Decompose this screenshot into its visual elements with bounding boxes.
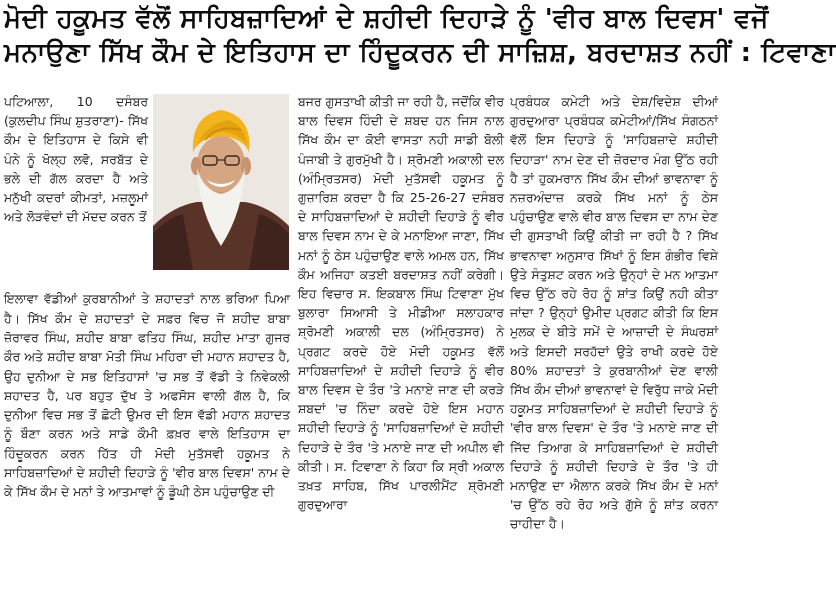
headline-line-2: ਮਨਾਉਣਾ ਸਿੱਖ ਕੌਮ ਦੇ ਇਤਿਹਾਸ ਦਾ ਹਿੰਦੂਕਰਨ ਦੀ ਸਾਜ਼ਿਸ਼, ਬਰਦਾਸ਼ਤ ਨਹੀਂ : ਟਿਵਾਣਾ	[4, 38, 836, 68]
article-text: ਪ੍ਰਬੰਧਕ ਕਮੇਟੀ ਅਤੇ ਦੇਸ਼/ਵਿਦੇਸ਼ ਦੀਆਂ ਗੁਰਦੁਆਰਾ ਪ੍ਰਬੰਧਕ ਕਮੇਟੀਆਂ/ਸਿੱਖ ਸੰਗਠਨਾਂ ਵੱਲੋਂ ਇਸ ਦਿਹਾੜੇ ਨੂੰ 'ਸਾਹਿਬਜ਼ਾਦੇ ਸ਼ਹੀਦੀ ਦਿਹਾੜਾ' ਨਾਮ ਦੇਣ ਦੀ ਜ਼ੋਰਦਾਰ ਮੰਗ ਉੱਠ ਰਹੀ ਹੈ ਤਾਂ ਹੁਕਮਰਾਨ ਸਿੱਖ ਕੌਮ ਦੀਆਂ ਭਾਵਨਾਵਾ ਨੂੰ ਨਜ਼ਰਅੰਦਾਜ਼ ਕਰਕੇ ਸਿੱਖ ਮਨਾਂ ਨੂੰ ਠੇਸ ਪਹੁੰਚਾਉਣ ਵਾਲੇ ਵੀਰ ਬਾਲ ਦਿਵਸ ਦਾ ਨਾਮ ਦੇਣ ਦੀ ਗੁਸਤਾਖੀ ਕਿਉਂ ਕੀਤੀ ਜਾ ਰਹੀ ਹੈ ? ਸਿੱਖ ਭਾਵਨਾਵਾ ਅਨੁਸਾਰ ਸਿੱਖਾਂ ਨੂੰ ਇਸ ਗੰਭੀਰ ਵਿਸ਼ੇ ਉਤੇ ਸੰਤੁਸ਼ਟ ਕਰਨ ਅਤੇ ਉਨ੍ਹਾਂ ਦੇ ਮਨ ਆਤਮਾ ਵਿਚ ਉੱਠ ਰਹੇ ਰੋਹ ਨੂੰ ਸ਼ਾਂਤ ਕਿਉਂ ਨਹੀ ਕੀਤਾ ਜਾਂਦਾ ? ਉਨ੍ਹਾਂ ਉਮੀਦ ਪ੍ਰਗਟ ਕੀਤੀ ਕਿ ਇਸ ਮੁਲਕ ਦੇ ਬੀਤੇ ਸਮੇਂ ਦੇ ਆਜ਼ਾਦੀ ਦੇ ਸੰਘਰਸ਼ਾਂ ਅਤੇ ਇਸਦੀ ਸਰਹੱਦਾਂ ਉਤੇ ਰਾਖੀ ਕਰਦੇ ਹੋਏ 80% ਸ਼ਹਾਦਤਾਂ ਤੇ ਕੁਰਬਾਨੀਆਂ ਦੇਣ ਵਾਲੀ ਸਿੱਖ ਕੌਮ ਦੀਆਂ ਭਾਵਨਾਵਾਂ ਦੇ ਵਿਰੁੱਧ ਜਾਕੇ ਮੋਦੀ ਹਕੂਮਤ ਸਾਹਿਬਜ਼ਾਦਿਆਂ ਦੇ ਸ਼ਹੀਦੀ ਦਿਹਾੜੇ ਨੂੰ 'ਵੀਰ ਬਾਲ ਦਿਵਸ' ਦੇ ਤੌਰ 'ਤੇ ਮਨਾਏ ਜਾਣ ਦੀ ਜਿੱਦ ਤਿਆਗ ਕੇ ਸਾਹਿਬਜ਼ਾਦਿਆਂ ਦੇ ਸ਼ਹੀਦੀ ਦਿਹਾੜੇ ਨੂੰ ਸ਼ਹੀਦੀ ਦਿਹਾੜੇ ਦੇ ਤੌਰ 'ਤੇ ਹੀ ਮਨਾਉਣ ਦਾ ਐਲਾਨ ਕਰਕੇ ਸਿੱਖ ਕੌਮ ਦੇ ਮਨਾਂ 'ਚ ਉੱਠ ਰਹੇ ਰੋਹ ਅਤੇ ਗੁੱਸੇ ਨੂੰ ਸ਼ਾਂਤ ਕਰਨਾ ਚਾਹੀਦਾ ਹੈ।	[510, 94, 718, 532]
article-column-1-bottom	[4, 277, 290, 514]
headline	[4, 2, 836, 70]
portrait-photo	[153, 94, 289, 270]
article-text: ਇਲਾਵਾ ਵੱਡੀਆਂ ਕੁਰਬਾਨੀਆਂ ਤੇ ਸ਼ਹਾਦਤਾਂ ਨਾਲ ਭਰਿਆ ਪਿਆ ਹੈ। ਸਿੱਖ ਕੌਮ ਦੇ ਸ਼ਹਾਦਤਾਂ ਦੇ ਸਫ਼ਰ ਵਿਚ ਜੋ ਸ਼ਹੀਦ ਬਾਬਾ ਜ਼ੋਰਾਵਰ ਸਿੰਘ, ਸ਼ਹੀਦ ਬਾਬਾ ਫਤਿਹ ਸਿੰਘ, ਸ਼ਹੀਦ ਮਾਤਾ ਗੁਜਰ ਕੌਰ ਅਤੇ ਸ਼ਹੀਦ ਬਾਬਾ ਮੋਤੀ ਸਿੰਘ ਮਹਿਰਾ ਦੀ ਮਹਾਨ ਸ਼ਹਾਦਤ ਹੈ, ਉਹ ਦੁਨੀਆ ਦੇ ਸਭ ਇਤਿਹਾਸਾਂ 'ਚ ਸਭ ਤੋਂ ਵੱਡੀ ਤੇ ਨਿਵੇਕਲੀ ਸ਼ਹਾਦਤ ਹੈ, ਪਰ ਬਹੁਤ ਦੁੱਖ ਤੇ ਅਫਸੋਸ ਵਾਲੀ ਗੱਲ ਹੈ, ਕਿ ਦੁਨੀਆ ਵਿਚ ਸਭ ਤੋਂ ਛੋਟੀ ਉਮਰ ਦੀ ਇਸ ਵੱਡੀ ਮਹਾਨ ਸ਼ਹਾਦਤ ਨੂੰ ਬੌਣਾ ਕਰਨ ਅਤੇ ਸਾਡੇ ਕੌਮੀ ਫ਼ਖ਼ਰ ਵਾਲੇ ਇਤਿਹਾਸ ਦਾ ਹਿੰਦੂਕਰਨ ਕਰਨ ਹਿੱਤ ਹੀ ਮੋਦੀ ਮੁਤੱਸਵੀ ਹਕੂਮਤ ਨੇ ਸਾਹਿਬਜ਼ਾਦਿਆਂ ਦੇ ਸ਼ਹੀਦੀ ਦਿਹਾੜੇ ਨੂੰ 'ਵੀਰ ਬਾਲ ਦਿਵਸ' ਨਾਮ ਦੇ ਕੇ ਸਿੱਖ ਕੌਮ ਦੇ ਮਨਾਂ ਤੇ ਆਤਮਾਵਾਂ ਨੂੰ ਡੂੰਘੀ ਠੇਸ ਪਹੁੰਚਾਉਣ ਦੀ	[4, 291, 290, 500]
headline-line-1: ਮੋਦੀ ਹਕੂਮਤ ਵੱਲੋਂ ਸਾਹਿਬਜ਼ਾਦਿਆਂ ਦੇ ਸ਼ਹੀਦੀ ਦਿਹਾੜੇ ਨੂੰ 'ਵੀਰ ਬਾਲ ਦਿਵਸ' ਵਜੋਂ	[4, 4, 769, 34]
article-column-2	[298, 92, 504, 514]
article-column-1-top	[4, 92, 148, 226]
article-text: ਪਟਿਆਲਾ, 10 ਦਸੰਬਰ (ਕੁਲਦੀਪ ਸਿੰਘ ਸ਼ੁਤਰਾਣਾ)- ਸਿੱਖ ਕੌਮ ਦੇ ਇਤਿਹਾਸ ਦੇ ਕਿਸੇ ਵੀ ਪੰਨੇ ਨੂੰ ਖੋਲ੍ਹ ਲਵੋ, ਸਰਬੱਤ ਦੇ ਭਲੇ ਦੀ ਗੱਲ ਕਰਦਾ ਹੈ ਅਤੇ ਮਨੁੱਖੀ ਕਦਰਾਂ ਕੀਮਤਾਂ, ਮਜ਼ਲੂਮਾਂ ਅਤੇ ਲੋੜਵੰਦਾਂ ਦੀ ਮੱਦਦ ਕਰਨ ਤੋਂ	[4, 94, 148, 225]
article-column-3	[510, 92, 718, 534]
person-portrait-icon	[153, 94, 289, 270]
article-text: ਬਜਰ ਗੁਸਤਾਖੀ ਕੀਤੀ ਜਾ ਰਹੀ ਹੈ, ਜਦੋਂਕਿ ਵੀਰ ਬਾਲ ਦਿਵਸ ਹਿੰਦੀ ਦੇ ਸ਼ਬਦ ਹਨ ਜਿਸ ਨਾਲ ਸਿੱਖ ਕੌਮ ਦਾ ਕੋਈ ਵਾਸਤਾ ਨਹੀ ਸਾਡੀ ਬੋਲੀ ਪੰਜਾਬੀ ਤੇ ਗੁਰਮੁੱਖੀ ਹੈ। ਸ਼੍ਰੋਮਣੀ ਅਕਾਲੀ ਦਲ (ਅੰਮ੍ਰਿਤਸਰ) ਮੋਦੀ ਮੁਤੱਸਵੀ ਹਕੂਮਤ ਨੂੰ ਗੁਜ਼ਾਰਿਸ਼ ਕਰਦਾ ਹੈ ਕਿ 25-26-27 ਦਸੰਬਰ ਦੇ ਸਾਹਿਬਜ਼ਾਦਿਆਂ ਦੇ ਸ਼ਹੀਦੀ ਦਿਹਾੜੇ ਨੂੰ ਵੀਰ ਬਾਲ ਦਿਵਸ ਨਾਮ ਦੇ ਕੇ ਮਨਾਇਆ ਜਾਣਾ, ਸਿੱਖ ਮਨਾਂ ਨੂੰ ਠੇਸ ਪਹੁੰਚਾਉਣ ਵਾਲੇ ਅਮਲ ਹਨ, ਸਿੱਖ ਕੌਮ ਅਜਿਹਾ ਕਤਈ ਬਰਦਾਸ਼ਤ ਨਹੀਂ ਕਰੇਗੀ। ਇਹ ਵਿਚਾਰ ਸ. ਇਕਬਾਲ ਸਿੰਘ ਟਿਵਾਣਾ ਮੁੱਖ ਬੁਲਾਰਾ ਸਿਆਸੀ ਤੇ ਮੀਡੀਆ ਸਲਾਹਕਾਰ ਸ਼੍ਰੋਮਣੀ ਅਕਾਲੀ ਦਲ (ਅੰਮ੍ਰਿਤਸਰ) ਨੇ ਪ੍ਰਗਟ ਕਰਦੇ ਹੋਏ ਮੋਦੀ ਹਕੂਮਤ ਵੱਲੋਂ ਸਾਹਿਬਜ਼ਾਦਿਆਂ ਦੇ ਸ਼ਹੀਦੀ ਦਿਹਾੜੇ ਨੂੰ ਵੀਰ ਬਾਲ ਦਿਵਸ ਦੇ ਤੌਰ 'ਤੇ ਮਨਾਏ ਜਾਣ ਦੀ ਕਰੜੇ ਸ਼ਬਦਾਂ 'ਚ ਨਿੰਦਾ ਕਰਦੇ ਹੋਏ ਇਸ ਮਹਾਨ ਸ਼ਹੀਦੀ ਦਿਹਾੜੇ ਨੂੰ 'ਸਾਹਿਬਜ਼ਾਦਿਆਂ ਦੇ ਸ਼ਹੀਦੀ ਦਿਹਾੜੇ ਦੇ ਤੌਰ 'ਤੇ ਮਨਾਏ ਜਾਣ ਦੀ ਅਪੀਲ ਵੀ ਕੀਤੀ। ਸ. ਟਿਵਾਣਾ ਨੇ ਕਿਹਾ ਕਿ ਸ੍ਰੀ ਅਕਾਲ ਤਖ਼ਤ ਸਾਹਿਬ, ਸਿੱਖ ਪਾਰਲੀਮੈਂਟ ਸ਼੍ਰੋਮਣੀ ਗੁਰਦੁਆਰਾ	[298, 94, 504, 513]
